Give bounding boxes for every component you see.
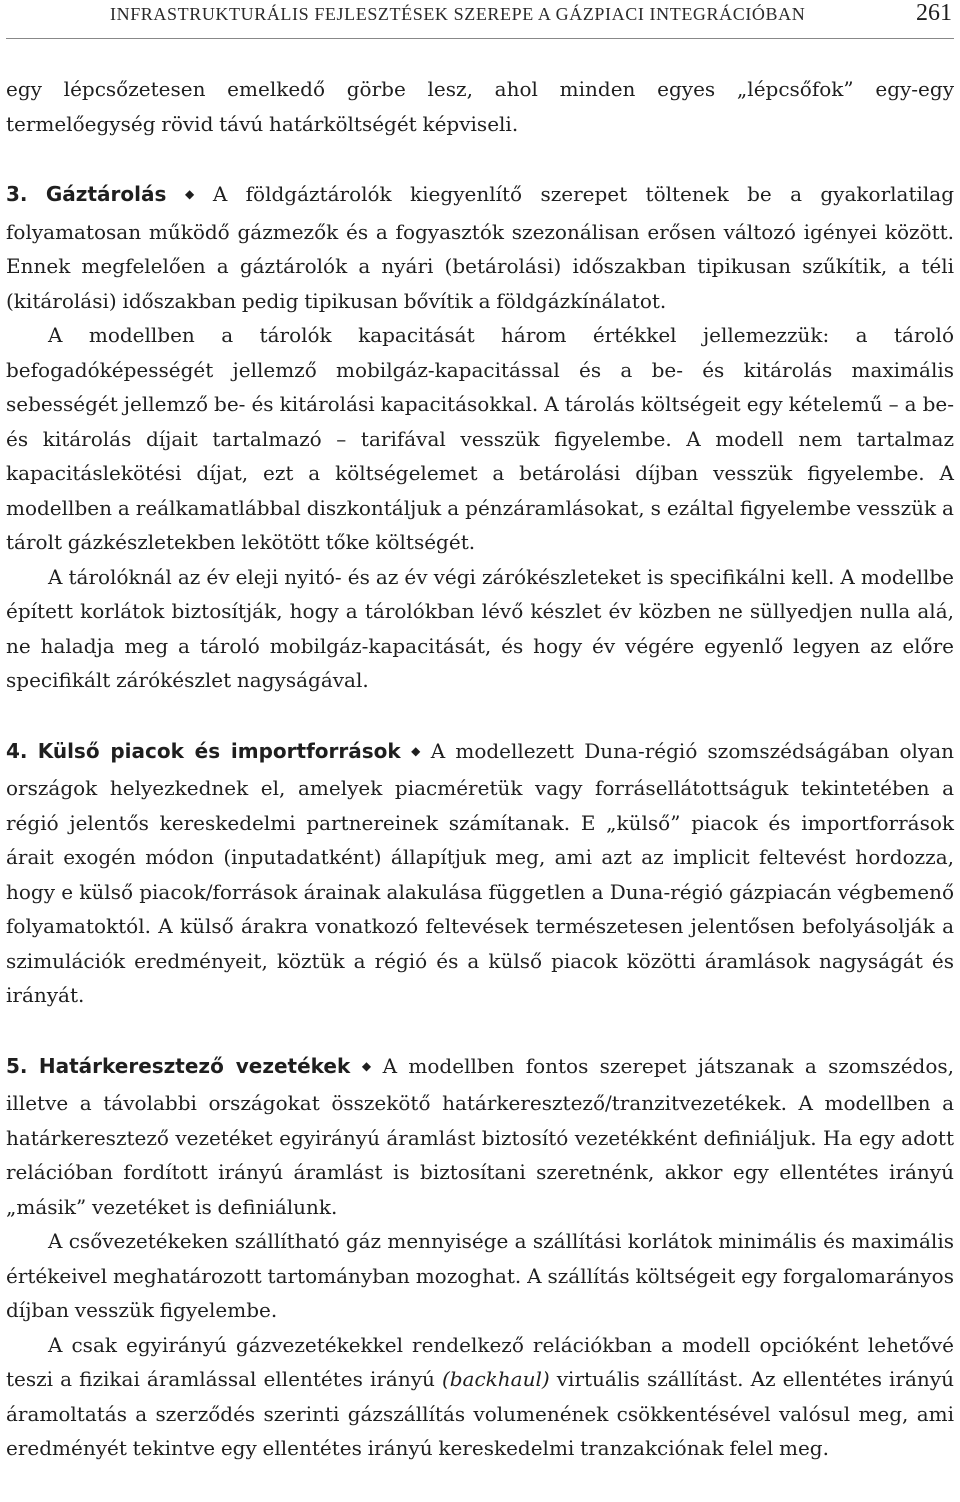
intro-paragraph: egy lépcsőzetesen emelkedő görbe lesz, ahol minden egyes „lépcsőfok” egy-egy termelőegység rövid távú határköltségét képviseli. [6,77,954,136]
section-3-paragraph-3: A tárolóknál az év eleji nyitó- és az év végi zárókészleteket is specifikálni kell. A modellbe épített korlátok biztosítják, hogy a tárolókban lévő készlet év közben ne süllyedjen nulla alá, ne haladja meg a tároló mobilgáz-kapacitását, és hogy év végére egyenlő legyen az előre specifikált zárókészlet nagyságával. [6,564,954,692]
diamond-bullet-icon: ◆ [356,1058,377,1073]
diamond-bullet-icon: ◆ [172,187,207,201]
section-4-number: 4. [6,738,28,763]
section-5-text-3a: A csak egyirányú gázvezetékekkel rendelkező relációkban a modell opcióként lehetővé teszi a fizikai áramlással ellentétes irányú [6,1332,954,1391]
section-3-paragraph-2: A modellben a tárolók kapacitását három értékkel jellemezzük: a tároló befogadóképességét jellemző mobilgáz-kapacitással és a be- és kitárolás maximális sebességét jellemző be- és kitárolási kapacitásokkal. A tárolás költségeit egy kételemű – a be- és kitárolás díjait tartalmazó – tarifával vesszük figyelembe. A modell nem tartalmaz kapacitáslekötési díjat, ezt a költségelemet a betárolási díjban vesszük figyelembe. A modellben a reálkamatlábbal diszkontáljuk a pénzáramlásokat, s ezáltal figyelembe vesszük a tárolt gázkészletekben lekötött tőke költségét. [6,323,954,554]
section-3-title: Gáztárolás [45,182,167,206]
section-4-paragraph-1 [6,734,954,1013]
section-3-number: 3. [6,182,28,206]
section-5-title: Határkeresztező vezetékek [38,1053,351,1078]
section-5-text-3b: virtuális szállítást. Az ellentétes irányú áramoltatás a szerződés szerinti gázszállítás volumenének csökkentésével valósul meg, ami eredményét tekintve egy ellentétes irányú kereskedelmi tranzakciónak felel meg. [6,1367,954,1460]
section-5-paragraph-3 [6,1328,954,1466]
section-5-number: 5. [6,1053,28,1078]
diamond-bullet-icon: ◆ [406,743,425,758]
section-4-title: Külső piacok és importforrások [37,738,401,763]
section-5-text-1: A modellben fontos szerepet játszanak a szomszédos, illetve a távolabbi országokat összekötő határkeresztező/tranzitvezetékek. A modellben a határkeresztező vezetéket egyirányú áramlást biztosító vezetékként definiáljuk. Ha egy adott relációban fordított irányú áramlást is biztosítani szeretnénk, akkor egy ellentétes irányú „másik” vezetéket is definiálunk. [6,1053,954,1219]
section-5-paragraph-2: A csővezetékeken szállítható gáz mennyisége a szállítási korlátok minimális és maximális értékeivel meghatározott tartományban mozoghat. A szállítás költségeit egy forgalomarányos díjban vesszük figyelembe. [6,1229,954,1322]
section-4-text-1: A modellezett Duna-régió szomszédságában olyan országok helyezkednek el, amelyek piacméretük vagy forrásellátottságuk tekintetében a régió jelentős kereskedelmi partnereinek számítanak. E „külső” piacok és importforrások árait exogén módon (inputadatként) állapítjuk meg, ami azt az implicit feltevést hordozza, hogy e külső piacok/források árainak alakulása független a Duna-régió gázpiacán végbemenő folyamatoktól. A külső árakra vonatkozó feltevések természetesen jelentősen befolyásolják a szimulációk eredményeit, köztük a régió és a külső piacok közötti áramlások nagyságát és irányát. [6,738,954,1007]
page-number: 261 [916,0,952,26]
section-3-text-1: A földgáztárolók kiegyenlítő szerepet töltenek be a gyakorlatilag folyamatosan működő gázmezők és a fogyasztók szezonálisan erősen változó igényei között. Ennek megfelelően a gáztárolók a nyári (betárolási) időszakban tipikusan szűkítik, a téli (kitárolási) időszakban pedig tipikusan bővítik a földgázkínálatot. [6,182,955,313]
page-body [6,72,954,1466]
backhaul-term: (backhaul) [441,1367,550,1391]
running-title: INFRASTRUKTURÁLIS FEJLESZTÉSEK SZEREPE A GÁZPIACI INTEGRÁCIÓBAN [110,4,806,24]
running-header [6,0,954,39]
section-3-paragraph-1 [6,177,954,318]
section-5-paragraph-1 [6,1049,954,1225]
